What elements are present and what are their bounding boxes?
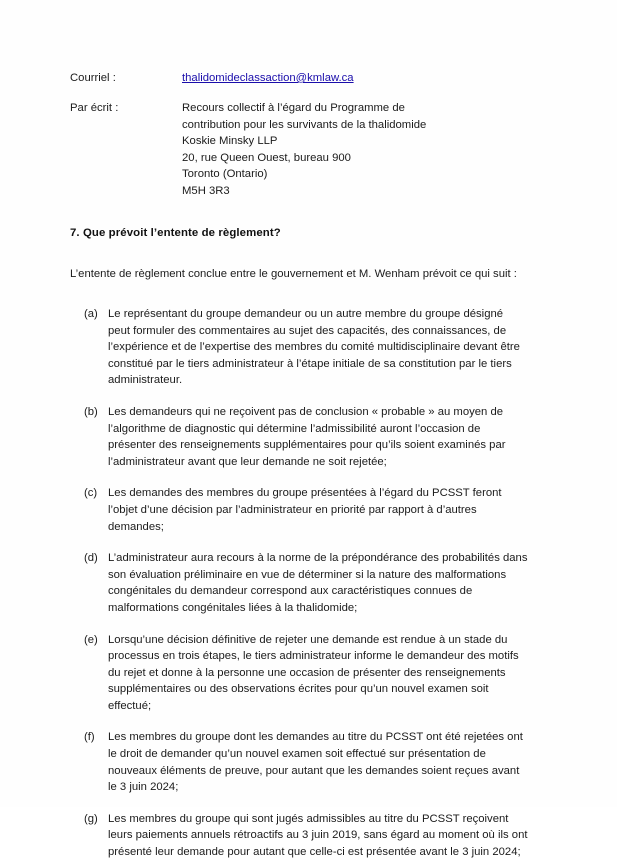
contact-value-email <box>182 70 354 86</box>
contact-block <box>70 70 555 199</box>
address-line: 20, rue Queen Ouest, bureau 900 <box>182 151 351 164</box>
clause-item <box>70 485 555 535</box>
clause-text: L’administrateur aura recours à la norme de la prépondérance des probabilités dans son évaluation préliminaire en vue de déterminer si la nature des malformations congénitales du demandeur correspond aux caractéristiques connues de malformations congénitales liées à la thalidomide; <box>108 552 528 614</box>
clause-item <box>70 550 555 616</box>
clause-marker: (c) <box>84 487 98 500</box>
contact-label-mail: Par écrit : <box>70 102 119 114</box>
clause-text: Les demandeurs qui ne reçoivent pas de conclusion « probable » au moyen de l’algorithme de diagnostic qui détermine l’admissibilité auront l’occasion de présenter des renseignements supplémentaires pour qu’ils soient examinés par l’administrateur avant que leur demande ne soit rejetée; <box>108 405 506 468</box>
clause-item <box>70 306 555 389</box>
clause-marker: (d) <box>84 552 98 565</box>
clause-item <box>70 632 555 715</box>
email-link[interactable]: thalidomideclassaction@kmlaw.ca <box>182 72 354 84</box>
clause-text: Les membres du groupe qui sont jugés admissibles au titre du PCSST reçoivent leurs paiements annuels rétroactifs au 3 juin 2019, sans égard au moment où ils ont présenté leur demande pour autant que celle-ci est présentée avant le 3 juin 2024; <box>108 812 528 859</box>
address-line: contribution pour les survivants de la thalidomide <box>182 118 427 131</box>
contact-value-mail <box>182 100 426 199</box>
clause-list <box>70 306 555 861</box>
clause-item <box>70 404 555 470</box>
contact-row-email <box>70 70 555 86</box>
intro-paragraph: L’entente de règlement conclue entre le gouvernement et M. Wenham prévoit ce qui suit : <box>70 268 517 280</box>
clause-marker: (b) <box>84 405 98 418</box>
clause-marker: (e) <box>84 633 98 646</box>
clause-text: Les membres du groupe dont les demandes au titre du PCSST ont été rejetées ont le droit de demander qu’un nouvel examen soit effectué sur présentation de nouveaux éléments de preuve, pour autant que les demandes soient reçues avant le 3 juin 2024; <box>108 731 523 794</box>
address-line: Toronto (Ontario) <box>182 168 268 180</box>
address-line: Recours collectif à l’égard du Programme de <box>182 102 405 114</box>
clause-marker: (g) <box>84 812 98 825</box>
clause-marker: (a) <box>84 308 98 320</box>
section-heading: 7. Que prévoit l’entente de règlement? <box>70 227 281 239</box>
clause-text: Lorsqu’une décision définitive de rejeter une demande est rendue à un stade du processus en trois étapes, le tiers administrateur informe le demandeur des motifs du rejet et donne à la personne une occasion de présenter des renseignements supplémentaires ou des observations écrites pour qu’un nouvel examen soit effectué; <box>108 633 519 712</box>
contact-row-mail <box>70 100 555 199</box>
clause-marker: (f) <box>84 731 95 744</box>
clause-item <box>70 811 555 861</box>
address-line: M5H 3R3 <box>182 184 230 197</box>
contact-label-email: Courriel : <box>70 72 116 84</box>
clause-text: Les demandes des membres du groupe présentées à l’égard du PCSST feront l’objet d’une décision par l’administrateur en priorité par rapport à d’autres demandes; <box>108 487 502 533</box>
clause-text: Le représentant du groupe demandeur ou un autre membre du groupe désigné peut formuler des commentaires au sujet des capacités, des connaissances, de l’expérience et de l’expertise des membres du comité multidisciplinaire devant être constitué par le tiers administrateur à l’étape initiale de sa constitution par le tiers administrateur. <box>108 308 520 387</box>
address-line: Koskie Minsky LLP <box>182 135 278 147</box>
clause-item <box>70 729 555 795</box>
